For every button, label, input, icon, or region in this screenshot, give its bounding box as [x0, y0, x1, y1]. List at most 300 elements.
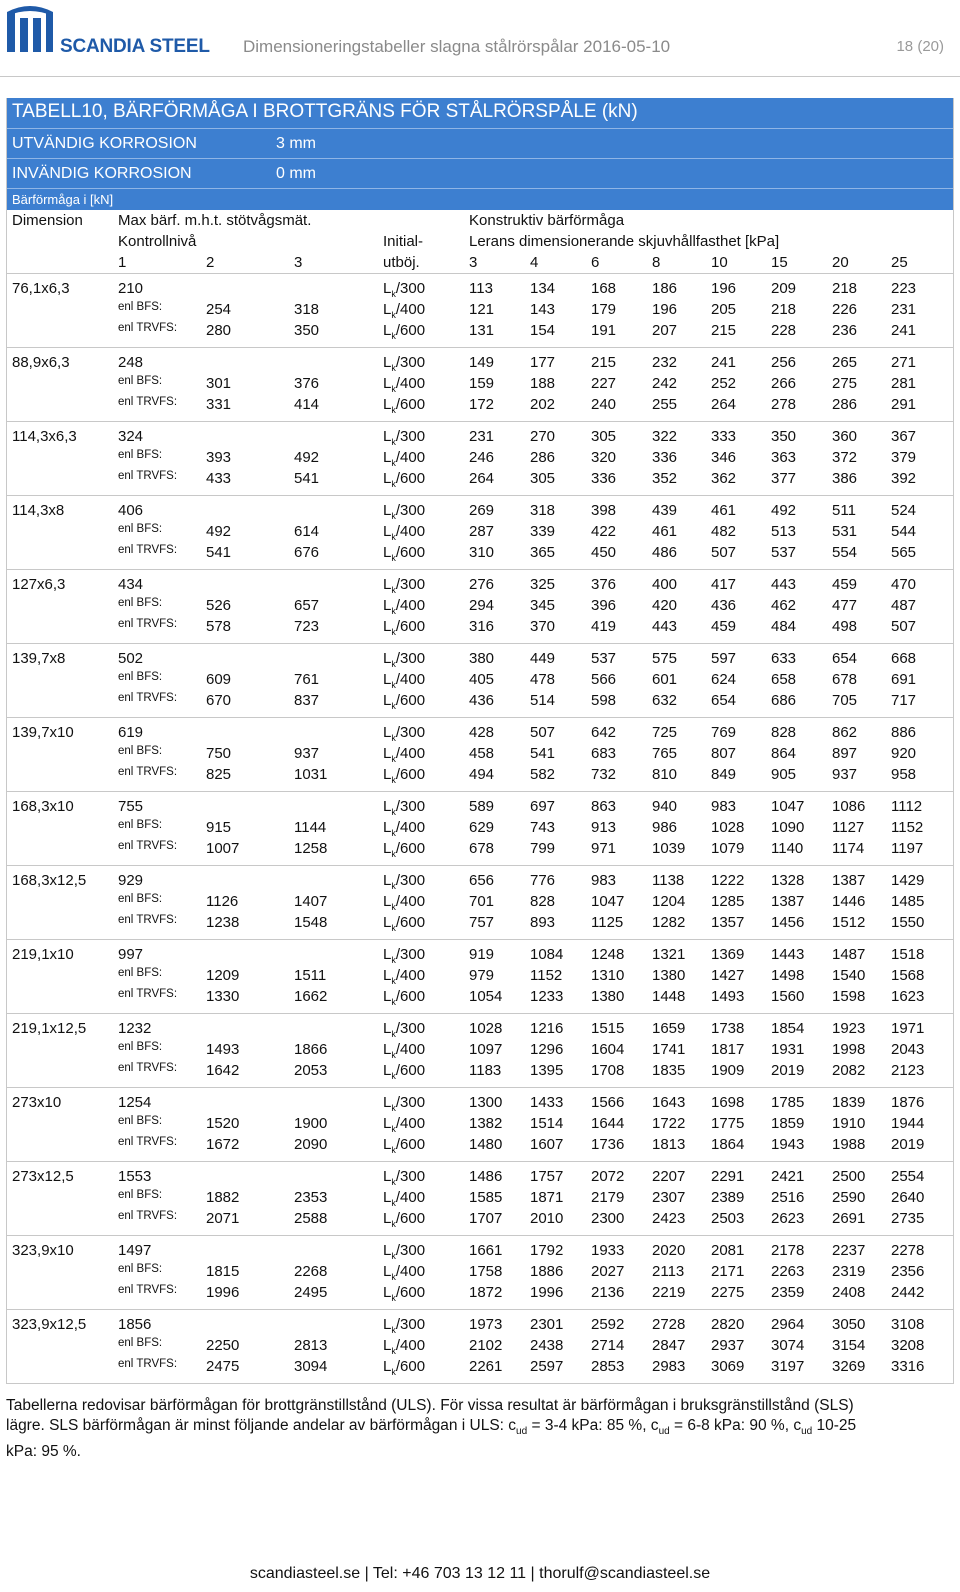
- capacity-cell: 398: [591, 502, 617, 519]
- level-1-cell: 1553: [118, 1168, 152, 1185]
- table-body: [6, 273, 954, 1383]
- capacity-cell: 678: [832, 671, 858, 688]
- header-row-3: [6, 252, 954, 273]
- level-2-cell: 254: [206, 301, 232, 318]
- table-row-group: [6, 495, 954, 569]
- capacity-cell: 443: [652, 618, 678, 635]
- capacity-cell: 2937: [711, 1337, 745, 1354]
- table-row: [6, 595, 954, 616]
- capacity-cell: 1643: [652, 1094, 686, 1111]
- capacity-cell: 209: [771, 280, 797, 297]
- level-3-cell: 676: [294, 544, 320, 561]
- capacity-cell: 979: [469, 967, 495, 984]
- table-row: [6, 1335, 954, 1356]
- col-structural: Konstruktiv bärförmåga: [469, 212, 625, 229]
- capacity-cell: 215: [591, 354, 617, 371]
- table-row: [6, 278, 954, 299]
- capacity-cell: 1300: [469, 1094, 503, 1111]
- capacity-cell: 1446: [832, 893, 866, 910]
- capacity-cell: 1498: [771, 967, 805, 984]
- capacity-cell: 1722: [652, 1115, 686, 1132]
- level-2-cell: 1642: [206, 1062, 240, 1079]
- capacity-cell: 2278: [891, 1242, 925, 1259]
- level-3-cell: 614: [294, 523, 320, 540]
- capacity-cell: 121: [469, 301, 495, 318]
- capacity-cell: 1282: [652, 914, 686, 931]
- capacity-cell: 2691: [832, 1210, 866, 1227]
- capacity-cell: 2735: [891, 1210, 925, 1227]
- capacity-cell: 582: [530, 766, 556, 783]
- capacity-cell: 1996: [530, 1284, 564, 1301]
- capacity-cell: 1233: [530, 988, 564, 1005]
- capacity-cell: 305: [591, 428, 617, 445]
- capacity-cell: 487: [891, 597, 917, 614]
- capacity-cell: 367: [891, 428, 917, 445]
- capacity-cell: 265: [832, 354, 858, 371]
- table-row: [6, 743, 954, 764]
- capacity-cell: 1736: [591, 1136, 625, 1153]
- bfs-label: enl BFS:: [118, 597, 163, 609]
- capacity-cell: 691: [891, 671, 917, 688]
- capacity-cell: 1487: [832, 946, 866, 963]
- capacity-cell: 1152: [891, 819, 924, 836]
- trvfs-label: enl TRVFS:: [118, 766, 178, 778]
- capacity-cell: 345: [530, 597, 556, 614]
- bfs-label: enl BFS:: [118, 967, 163, 979]
- initial-deflection: $L_k/400$: [383, 1041, 426, 1060]
- initial-deflection: $L_k/600$: [383, 1136, 426, 1155]
- capacity-cell: 1792: [530, 1242, 564, 1259]
- level-3-cell: 3094: [294, 1358, 328, 1375]
- capacity-cell: 905: [771, 766, 797, 783]
- capacity-cell: 377: [771, 470, 797, 487]
- capacity-cell: 2423: [652, 1210, 686, 1227]
- capacity-cell: 380: [469, 650, 495, 667]
- outer-corrosion-row: [6, 128, 954, 158]
- capacity-cell: 514: [530, 692, 556, 709]
- level-2-cell: 2475: [206, 1358, 240, 1375]
- capacity-cell: 1047: [771, 798, 805, 815]
- capacity-cell: 507: [530, 724, 556, 741]
- capacity-cell: 339: [530, 523, 556, 540]
- capacity-table: [6, 98, 954, 1383]
- capacity-cell: 537: [771, 544, 797, 561]
- capacity-cell: 1369: [711, 946, 745, 963]
- capacity-cell: 765: [652, 745, 678, 762]
- level-2-cell: 670: [206, 692, 232, 709]
- capacity-cell: 2263: [771, 1263, 805, 1280]
- capacity-cell: 439: [652, 502, 678, 519]
- level-1-cell: 1254: [118, 1094, 152, 1111]
- table-row-group: [6, 643, 954, 717]
- capacity-cell: 320: [591, 449, 617, 466]
- capacity-cell: 1876: [891, 1094, 925, 1111]
- capacity-cell: 1944: [891, 1115, 925, 1132]
- level-2-cell: 280: [206, 322, 232, 339]
- capacity-cell: 1216: [530, 1020, 564, 1037]
- capacity-cell: 322: [652, 428, 678, 445]
- level-3-cell: 2813: [294, 1337, 328, 1354]
- capacity-cell: 246: [469, 449, 495, 466]
- dimension-cell: 139,7x8: [12, 650, 66, 667]
- table-border-bottom: [6, 1383, 954, 1384]
- capacity-cell: 494: [469, 766, 495, 783]
- initial-deflection: $L_k/300$: [383, 1316, 426, 1335]
- capacity-cell: 632: [652, 692, 678, 709]
- inner-corrosion-value: 0 mm: [276, 165, 316, 182]
- capacity-cell: 379: [891, 449, 917, 466]
- capacity-cell: 642: [591, 724, 617, 741]
- level-2-cell: 526: [206, 597, 232, 614]
- table-row-group: [6, 939, 954, 1013]
- capacity-cell: 983: [711, 798, 737, 815]
- trvfs-label: enl TRVFS:: [118, 396, 178, 408]
- initial-deflection: $L_k/400$: [383, 745, 426, 764]
- table-border-right: [953, 98, 954, 1383]
- capacity-cell: 2019: [771, 1062, 805, 1079]
- capacity-cell: 318: [530, 502, 556, 519]
- table-row-group: [6, 1235, 954, 1309]
- dimension-cell: 323,9x10: [12, 1242, 74, 1259]
- table-row: [6, 912, 954, 933]
- trvfs-label: enl TRVFS:: [118, 544, 178, 556]
- level-2-cell: 2071: [206, 1210, 240, 1227]
- capacity-cell: 231: [891, 301, 917, 318]
- capacity-cell: 305: [530, 470, 556, 487]
- capacity-cell: 2136: [591, 1284, 625, 1301]
- initial-deflection: $L_k/600$: [383, 322, 426, 341]
- capacity-cell: 336: [591, 470, 617, 487]
- dimension-cell: 219,1x10: [12, 946, 74, 963]
- capacity-cell: 188: [530, 375, 556, 392]
- capacity-cell: 1971: [891, 1020, 925, 1037]
- capacity-cell: 983: [591, 872, 617, 889]
- capacity-cell: 1644: [591, 1115, 625, 1132]
- level-3-cell: 2268: [294, 1263, 328, 1280]
- table-row: [6, 1261, 954, 1282]
- capacity-cell: 1998: [832, 1041, 866, 1058]
- capacity-cell: 937: [832, 766, 858, 783]
- document-title: Dimensioneringstabeller slagna stålrörspålar 2016-05-10: [243, 37, 671, 56]
- level-3-cell: 723: [294, 618, 320, 635]
- capacity-cell: 1090: [771, 819, 805, 836]
- capacity-cell: 2219: [652, 1284, 686, 1301]
- table-row: [6, 796, 954, 817]
- capacity-cell: 1125: [591, 914, 624, 931]
- capacity-cell: 554: [832, 544, 858, 561]
- bfs-label: enl BFS:: [118, 449, 163, 461]
- capacity-cell: 276: [469, 576, 495, 593]
- capacity-cell: 1757: [530, 1168, 564, 1185]
- capacity-cell: 484: [771, 618, 797, 635]
- table-row: [6, 1113, 954, 1134]
- capacity-cell: 531: [832, 523, 858, 540]
- capacity-cell: 1909: [711, 1062, 745, 1079]
- capacity-cell: 2640: [891, 1189, 925, 1206]
- initial-deflection: $L_k/400$: [383, 819, 426, 838]
- capacity-cell: 513: [771, 523, 797, 540]
- capacity-cell: 396: [591, 597, 617, 614]
- capacity-cell: 3208: [891, 1337, 925, 1354]
- level-3-cell: 1144: [294, 819, 327, 836]
- trvfs-label: enl TRVFS:: [118, 1284, 178, 1296]
- capacity-cell: 1427: [711, 967, 745, 984]
- capacity-cell: 862: [832, 724, 858, 741]
- capacity-cell: 459: [711, 618, 737, 635]
- note-line-2: lägre. SLS bärförmågan är minst följande andelar av bärförmågan i ULS: $c_{ud} = 3-4$ kPa: 85 %, $c_{ud} = 6-8$ kPa: 90 %, $c_{ud}$ 10-25: [6, 1417, 857, 1438]
- capacity-cell: 1698: [711, 1094, 745, 1111]
- table-row: [6, 1134, 954, 1155]
- capacity-cell: 498: [832, 618, 858, 635]
- table-row-group: [6, 569, 954, 643]
- initial-deflection: $L_k/300$: [383, 1168, 426, 1187]
- capacity-cell: 1758: [469, 1263, 503, 1280]
- capacity-cell: 3050: [832, 1316, 866, 1333]
- capacity-cell: 271: [891, 354, 917, 371]
- capacity-cell: 2964: [771, 1316, 805, 1333]
- table-row: [6, 468, 954, 489]
- capacity-cell: 1222: [711, 872, 745, 889]
- header-row-2: [6, 231, 954, 252]
- table-row-group: [6, 717, 954, 791]
- capacity-cell: 168: [591, 280, 617, 297]
- unit-row: [6, 188, 954, 210]
- table-row: [6, 1060, 954, 1081]
- capacity-cell: 1566: [591, 1094, 625, 1111]
- level-2-cell: 825: [206, 766, 232, 783]
- capacity-cell: 275: [832, 375, 858, 392]
- table-row: [6, 1092, 954, 1113]
- capacity-cell: 2082: [832, 1062, 866, 1079]
- level-3-cell: 541: [294, 470, 320, 487]
- table-row: [6, 500, 954, 521]
- table-row: [6, 1018, 954, 1039]
- capacity-cell: 346: [711, 449, 737, 466]
- capacity-cell: 2421: [771, 1168, 805, 1185]
- capacity-cell: 242: [652, 375, 678, 392]
- initial-deflection: $L_k/300$: [383, 502, 426, 521]
- level-2-cell: 331: [206, 396, 232, 413]
- capacity-cell: 255: [652, 396, 678, 413]
- capacity-cell: 2590: [832, 1189, 866, 1206]
- table-row: [6, 426, 954, 447]
- capacity-cell: 422: [591, 523, 617, 540]
- capacity-cell: 1515: [591, 1020, 625, 1037]
- capacity-cell: 1380: [652, 967, 686, 984]
- col-control-level: Kontrollnivå: [118, 233, 197, 250]
- capacity-cell: 1328: [771, 872, 805, 889]
- capacity-cell: 419: [591, 618, 617, 635]
- header-row-1: [6, 210, 954, 231]
- capacity-cell: 172: [469, 396, 495, 413]
- capacity-cell: 601: [652, 671, 678, 688]
- trvfs-label: enl TRVFS:: [118, 1358, 178, 1370]
- capacity-cell: 1448: [652, 988, 686, 1005]
- level-2-cell: 541: [206, 544, 232, 561]
- level-1-cell: 997: [118, 946, 144, 963]
- initial-deflection: $L_k/600$: [383, 840, 426, 859]
- bfs-label: enl BFS:: [118, 819, 163, 831]
- level-1-cell: 929: [118, 872, 144, 889]
- capacity-cell: 624: [711, 671, 737, 688]
- bfs-label: enl BFS:: [118, 745, 163, 757]
- capacity-cell: 241: [711, 354, 737, 371]
- capacity-cell: 362: [711, 470, 737, 487]
- level-2-cell: 433: [206, 470, 232, 487]
- capacity-cell: 134: [530, 280, 556, 297]
- table-row: [6, 944, 954, 965]
- initial-deflection: $L_k/400$: [383, 597, 426, 616]
- capacity-cell: 886: [891, 724, 917, 741]
- capacity-cell: 1872: [469, 1284, 503, 1301]
- capacity-cell: 705: [832, 692, 858, 709]
- capacity-cell: 1493: [711, 988, 745, 1005]
- capacity-cell: 428: [469, 724, 495, 741]
- capacity-cell: 863: [591, 798, 617, 815]
- capacity-cell: 1839: [832, 1094, 866, 1111]
- capacity-cell: 1886: [530, 1263, 564, 1280]
- page-footer: scandiasteel.se | Tel: +46 703 13 12 11 | thorulf@scandiasteel.se: [249, 1565, 711, 1582]
- brand-name: SCANDIA STEEL: [60, 36, 210, 57]
- capacity-cell: 486: [652, 544, 678, 561]
- table-row-group: [6, 347, 954, 421]
- capacity-cell: 266: [771, 375, 797, 392]
- capacity-cell: 2027: [591, 1263, 625, 1280]
- table-row-group: [6, 791, 954, 865]
- capacity-cell: 537: [591, 650, 617, 667]
- table-row: [6, 870, 954, 891]
- initial-deflection: $L_k/300$: [383, 428, 426, 447]
- capacity-cell: 333: [711, 428, 737, 445]
- table-row: [6, 1208, 954, 1229]
- capacity-cell: 1097: [469, 1041, 503, 1058]
- capacity-cell: 1039: [652, 840, 686, 857]
- initial-deflection: $L_k/300$: [383, 1020, 426, 1039]
- initial-deflection: $L_k/600$: [383, 470, 426, 489]
- capacity-cell: 2019: [891, 1136, 925, 1153]
- dimension-cell: 88,9x6,3: [12, 354, 70, 371]
- capacity-cell: 143: [530, 301, 556, 318]
- capacity-cell: 697: [530, 798, 556, 815]
- trvfs-label: enl TRVFS:: [118, 322, 178, 334]
- capacity-cell: 541: [530, 745, 556, 762]
- capacity-cell: 1550: [891, 914, 925, 931]
- capacity-cell: 2442: [891, 1284, 925, 1301]
- col-level-3: 3: [294, 254, 303, 271]
- col-dimension: Dimension: [12, 212, 83, 229]
- bfs-label: enl BFS:: [118, 1189, 163, 1201]
- level-3-cell: 937: [294, 745, 320, 762]
- capacity-cell: 1433: [530, 1094, 564, 1111]
- capacity-cell: 1321: [652, 946, 686, 963]
- capacity-cell: 3108: [891, 1316, 925, 1333]
- bfs-label: enl BFS:: [118, 1263, 163, 1275]
- capacity-cell: 1623: [891, 988, 925, 1005]
- capacity-cell: 215: [711, 322, 737, 339]
- level-1-cell: 755: [118, 798, 144, 815]
- capacity-cell: 1285: [711, 893, 745, 910]
- capacity-cell: 461: [652, 523, 678, 540]
- table-row: [6, 690, 954, 711]
- initial-deflection: $L_k/400$: [383, 893, 426, 912]
- capacity-cell: 350: [771, 428, 797, 445]
- capacity-cell: 566: [591, 671, 617, 688]
- capacity-cell: 717: [891, 692, 917, 709]
- bfs-label: enl BFS:: [118, 301, 163, 313]
- capacity-cell: 131: [469, 322, 495, 339]
- level-2-cell: 578: [206, 618, 232, 635]
- capacity-cell: 186: [652, 280, 678, 297]
- table-row: [6, 1356, 954, 1377]
- capacity-cell: 893: [530, 914, 556, 931]
- capacity-cell: 154: [530, 322, 556, 339]
- capacity-cell: 270: [530, 428, 556, 445]
- outer-corrosion-label: UTVÄNDIG KORROSION: [12, 135, 197, 152]
- level-2-cell: 1126: [206, 893, 239, 910]
- capacity-cell: 1859: [771, 1115, 805, 1132]
- level-2-cell: 1882: [206, 1189, 240, 1206]
- capacity-cell: 683: [591, 745, 617, 762]
- capacity-cell: 264: [711, 396, 737, 413]
- capacity-cell: 223: [891, 280, 917, 297]
- initial-deflection: $L_k/600$: [383, 396, 426, 415]
- capacity-cell: 1923: [832, 1020, 866, 1037]
- table-row: [6, 352, 954, 373]
- capacity-cell: 654: [711, 692, 737, 709]
- capacity-cell: 196: [711, 280, 737, 297]
- table-row: [6, 373, 954, 394]
- kpa-header: 10: [711, 254, 728, 271]
- capacity-cell: 1560: [771, 988, 805, 1005]
- capacity-cell: 2043: [891, 1041, 925, 1058]
- level-1-cell: 210: [118, 280, 144, 297]
- level-1-cell: 619: [118, 724, 144, 741]
- capacity-cell: 218: [832, 280, 858, 297]
- capacity-cell: 352: [652, 470, 678, 487]
- level-1-cell: 502: [118, 650, 144, 667]
- capacity-cell: 1140: [771, 840, 804, 857]
- capacity-cell: 701: [469, 893, 495, 910]
- capacity-cell: 241: [891, 322, 917, 339]
- dimension-cell: 273x10: [12, 1094, 62, 1111]
- capacity-cell: 958: [891, 766, 917, 783]
- level-3-cell: 1900: [294, 1115, 328, 1132]
- capacity-cell: 1835: [652, 1062, 686, 1079]
- table-row: [6, 1282, 954, 1303]
- capacity-cell: 2113: [652, 1263, 685, 1280]
- capacity-cell: 807: [711, 745, 737, 762]
- capacity-cell: 2820: [711, 1316, 745, 1333]
- capacity-cell: 436: [469, 692, 495, 709]
- capacity-cell: 2301: [530, 1316, 564, 1333]
- initial-deflection: $L_k/600$: [383, 914, 426, 933]
- trvfs-label: enl TRVFS:: [118, 618, 178, 630]
- table-row: [6, 1187, 954, 1208]
- capacity-cell: 400: [652, 576, 678, 593]
- table-row: [6, 965, 954, 986]
- capacity-cell: 218: [771, 301, 797, 318]
- table-row-group: [6, 273, 954, 347]
- level-3-cell: 1866: [294, 1041, 328, 1058]
- level-2-cell: 1209: [206, 967, 240, 984]
- capacity-cell: 1197: [891, 840, 924, 857]
- table-row: [6, 648, 954, 669]
- capacity-cell: 575: [652, 650, 678, 667]
- kpa-header: 6: [591, 254, 600, 271]
- capacity-cell: 1310: [591, 967, 625, 984]
- capacity-cell: 776: [530, 872, 556, 889]
- capacity-cell: 633: [771, 650, 797, 667]
